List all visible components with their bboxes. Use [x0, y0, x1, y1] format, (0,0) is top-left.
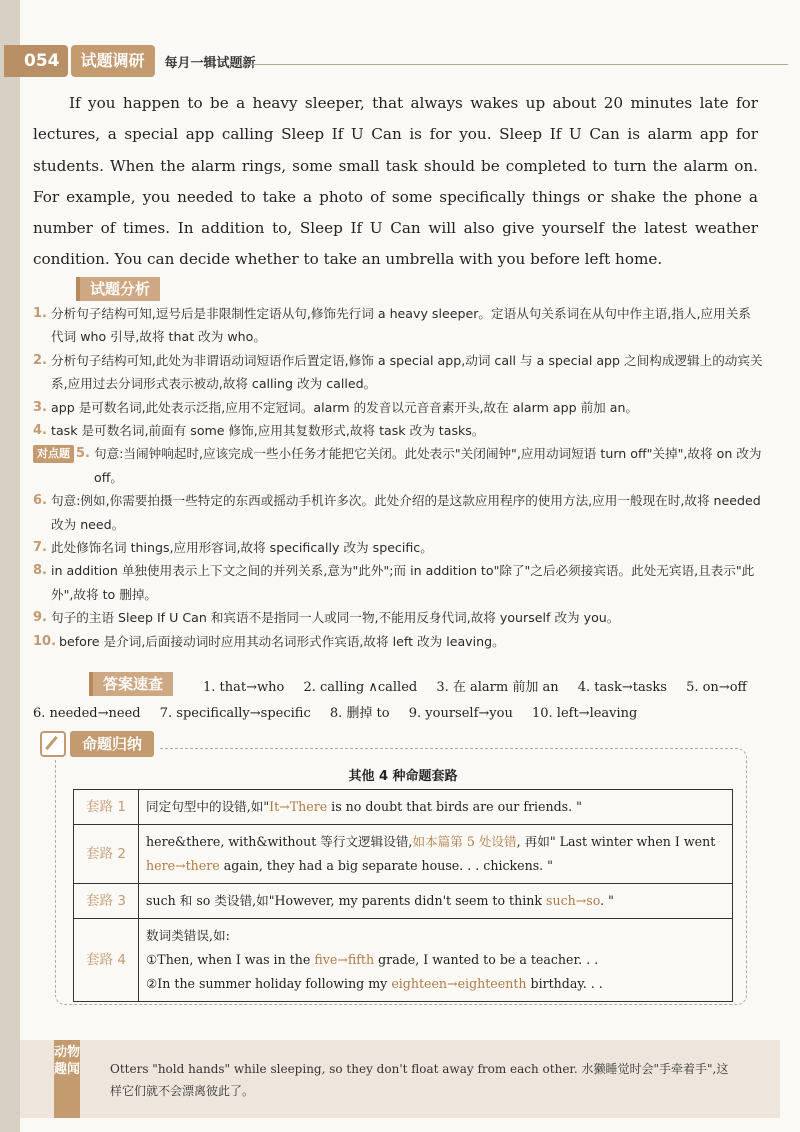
analysis-item: 7. 此处修饰名词 things,应用形容词,故将 specifically 改为 specific。 — [33, 540, 433, 556]
key-question-badge: 对点题 — [33, 445, 74, 463]
page-header — [4, 42, 256, 80]
analysis-item: 1. 分析句子结构可知,逗号后是非限制性定语从句,修饰先行词 a heavy sleeper。定语从句关系词在从句中作主语,指人,应用关系代词 who 引导,故将 that 改为 who。 — [33, 306, 751, 345]
passage-text: If you happen to be a heavy sleeper, that always wakes up about 20 minutes late for lectures, a special app calling Sleep If U Can is for you. Sleep If U Can is alarm app for students. When the alarm rings, some small task should be completed to turn the alarm on. For example, you needed to take a photo of some specifically things or shake the phone a number of times. In addition to, Sleep If U Can will also give yourself the latest weather condition. You can decide whether to take an umbrella with you before left home. — [33, 94, 758, 269]
analysis-item: 对点题 5. 句意:当闹钟响起时,应该完成一些小任务才能把它关闭。此处表示"关闭闹钟",应用动词短语 turn off"关掉",故将 on 改为 off。 — [33, 442, 763, 489]
analysis-item: 10. before 是介词,后面接动词时应用其动名词形式作宾语,故将 left 改为 leaving。 — [33, 633, 505, 649]
answer-row-1: 1. that→who 2. calling ∧called 3. 在 alarm 前加 an 4. task→tasks 5. on→off — [203, 680, 747, 695]
pattern-table — [73, 789, 733, 1002]
table-row: 套路 1 同定句型中的设错,如"It→There is no doubt that birds are our friends. " — [74, 790, 733, 825]
pen-icon — [40, 731, 66, 757]
analysis-list — [33, 302, 763, 653]
footer-fact — [20, 1040, 780, 1118]
analysis-item: 2. 分析句子结构可知,此处为非谓语动词短语作后置定语,修饰 a special app,动词 call 与 a special app 之间构成逻辑上的动宾关系,应用过去分词形式表示被动,故将 calling 改为 called。 — [33, 352, 763, 392]
analysis-item: 3. app 是可数名词,此处表示泛指,应用不定冠词。alarm 的发音以元音音素开头,故在 alarm app 前加 an。 — [33, 399, 639, 415]
header-subtitle: 每月一辑试题新 — [164, 55, 256, 71]
analysis-item: 9. 句子的主语 Sleep If U Can 和宾语不是指同一人或同一物,不能用反身代词,故将 yourself 改为 you。 — [33, 610, 620, 626]
table-row: 套路 2 here&there, with&without 等行文逻辑设错,如本篇第 5 处设错, 再如" Last winter when I went here→there again, they had a big separate house. . . chickens. " — [74, 825, 733, 884]
table-row: 套路 4 数词类错误,如: ①Then, when I was in the five→fifth grade, I wanted to be a teacher. . . ②In the summer holiday following my eighteen→eighteenth birthday. . . — [74, 919, 733, 1002]
table-title: 其他 4 种命题套路 — [348, 769, 458, 784]
analysis-item: 6. 句意:例如,你需要拍摄一些特定的东西或摇动手机许多次。此处介绍的是这款应用程序的使用方法,应用一般现在时,故将 needed 改为 need。 — [33, 493, 761, 532]
analysis-item: 8. in addition 单独使用表示上下文之间的并列关系,意为"此外";而 in addition to"除了"之后必须接宾语。此处无宾语,且表示"此外",故将 to 删掉。 — [33, 563, 755, 602]
page-number: 054 — [4, 45, 68, 77]
footer-side-label: 动物趣闻 — [54, 1040, 80, 1118]
answer-key-title: 答案速查 — [89, 672, 173, 696]
analysis-title: 试题分析 — [76, 277, 160, 301]
summary-title: 命题归纳 — [40, 730, 160, 758]
analysis-item: 4. task 是可数名词,前面有 some 修饰,应用其复数形式,故将 task 改为 tasks。 — [33, 423, 485, 439]
passage — [33, 88, 758, 276]
footer-text: Otters "hold hands" while sleeping, so they don't float away from each other. 水獭睡觉时会"手牵着手",这样它们就不会漂离彼此了。 — [110, 1062, 729, 1098]
answer-row-2: 6. needed→need 7. specifically→specific 8. 删掉 to 9. yourself→you 10. left→leaving — [33, 706, 638, 721]
table-row: 套路 3 such 和 so 类设错,如"However, my parents didn't seem to think such→so. " — [74, 884, 733, 919]
left-margin-stripe — [0, 0, 20, 1132]
header-divider — [230, 64, 788, 65]
section-label: 试题调研 — [71, 45, 155, 77]
